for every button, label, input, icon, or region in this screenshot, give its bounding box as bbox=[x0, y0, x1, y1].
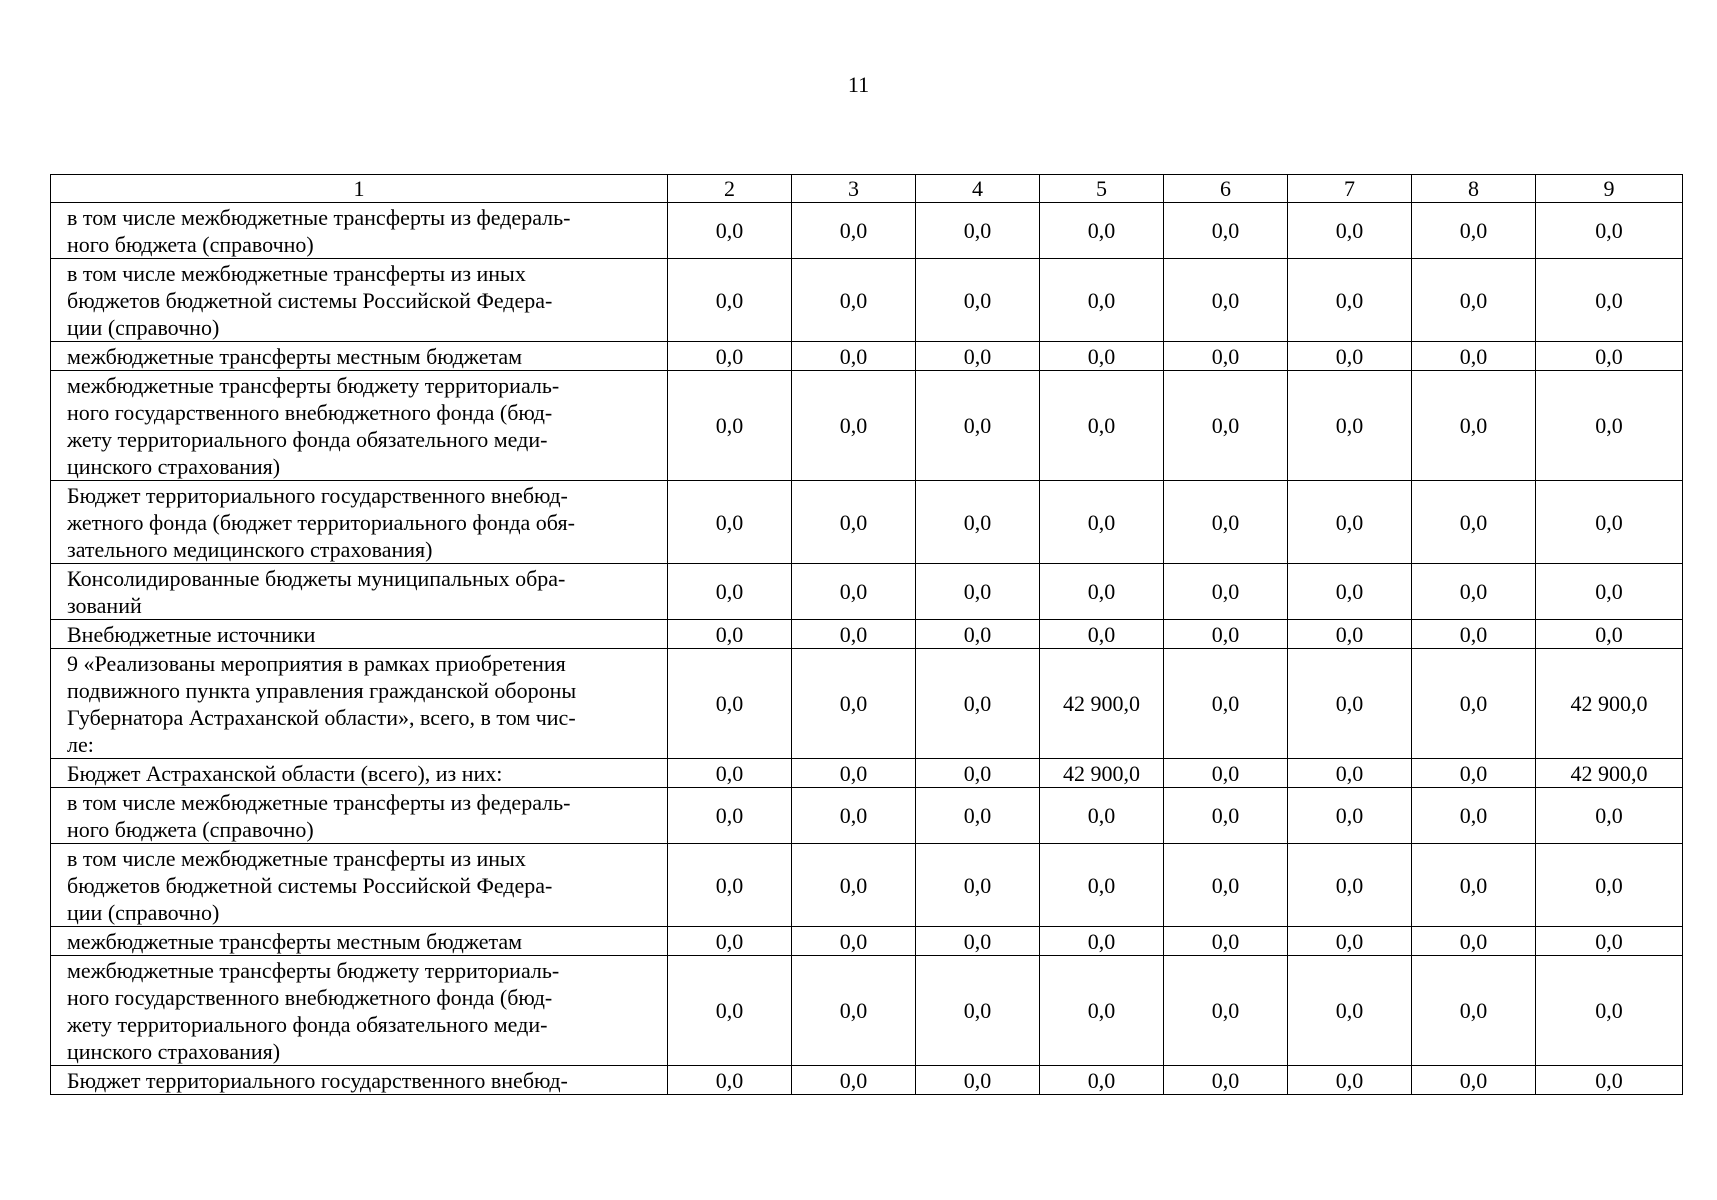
value-cell: 0,0 bbox=[792, 1066, 916, 1095]
value-cell: 0,0 bbox=[916, 564, 1040, 620]
value-cell: 0,0 bbox=[1412, 342, 1536, 371]
table-header-row bbox=[51, 175, 1683, 203]
value-cell: 0,0 bbox=[1040, 927, 1164, 956]
value-cell: 0,0 bbox=[668, 564, 792, 620]
value-cell: 42 900,0 bbox=[1536, 759, 1683, 788]
value-cell: 0,0 bbox=[1288, 259, 1412, 342]
row-label-cell bbox=[51, 371, 668, 481]
value-cell: 0,0 bbox=[792, 342, 916, 371]
row-label: Бюджет Астраханской области (всего), из них: bbox=[67, 761, 503, 786]
value-cell: 0,0 bbox=[668, 649, 792, 759]
value-cell: 42 900,0 bbox=[1040, 759, 1164, 788]
row-label-cell bbox=[51, 649, 668, 759]
value-cell: 0,0 bbox=[1040, 259, 1164, 342]
value-cell: 0,0 bbox=[792, 788, 916, 844]
value-cell: 0,0 bbox=[1412, 788, 1536, 844]
value-cell: 0,0 bbox=[1536, 1066, 1683, 1095]
value-cell: 0,0 bbox=[916, 759, 1040, 788]
value-cell: 0,0 bbox=[1288, 203, 1412, 259]
table-body bbox=[51, 203, 1683, 1095]
value-cell: 0,0 bbox=[1288, 649, 1412, 759]
value-cell: 0,0 bbox=[668, 259, 792, 342]
value-cell: 0,0 bbox=[1040, 371, 1164, 481]
value-cell: 0,0 bbox=[916, 649, 1040, 759]
value-cell: 0,0 bbox=[1164, 620, 1288, 649]
value-cell: 0,0 bbox=[1412, 203, 1536, 259]
value-cell: 0,0 bbox=[1412, 620, 1536, 649]
value-cell: 0,0 bbox=[1288, 927, 1412, 956]
value-cell: 0,0 bbox=[916, 342, 1040, 371]
value-cell: 0,0 bbox=[1040, 203, 1164, 259]
table-row bbox=[51, 371, 1683, 481]
row-label-cell bbox=[51, 956, 668, 1066]
value-cell: 0,0 bbox=[668, 788, 792, 844]
column-header-4: 4 bbox=[916, 175, 1040, 203]
value-cell: 0,0 bbox=[916, 956, 1040, 1066]
row-label: Бюджет территориального государственного внебюд- bbox=[67, 1068, 568, 1093]
value-cell: 0,0 bbox=[1412, 649, 1536, 759]
value-cell: 0,0 bbox=[1536, 481, 1683, 564]
column-header-7: 7 bbox=[1288, 175, 1412, 203]
value-cell: 0,0 bbox=[1164, 844, 1288, 927]
value-cell: 0,0 bbox=[1536, 259, 1683, 342]
value-cell: 0,0 bbox=[1412, 844, 1536, 927]
table-row bbox=[51, 927, 1683, 956]
value-cell: 0,0 bbox=[1288, 342, 1412, 371]
value-cell: 0,0 bbox=[916, 927, 1040, 956]
value-cell: 0,0 bbox=[668, 342, 792, 371]
value-cell: 0,0 bbox=[1412, 481, 1536, 564]
value-cell: 0,0 bbox=[668, 481, 792, 564]
value-cell: 0,0 bbox=[1164, 371, 1288, 481]
value-cell: 0,0 bbox=[1164, 564, 1288, 620]
value-cell: 0,0 bbox=[792, 759, 916, 788]
value-cell: 0,0 bbox=[668, 927, 792, 956]
value-cell: 0,0 bbox=[1536, 788, 1683, 844]
table-row bbox=[51, 481, 1683, 564]
table-row bbox=[51, 649, 1683, 759]
value-cell: 0,0 bbox=[1412, 371, 1536, 481]
value-cell: 0,0 bbox=[1288, 788, 1412, 844]
value-cell: 0,0 bbox=[1164, 481, 1288, 564]
value-cell: 0,0 bbox=[1164, 956, 1288, 1066]
table-row bbox=[51, 759, 1683, 788]
row-label-cell bbox=[51, 259, 668, 342]
value-cell: 0,0 bbox=[668, 203, 792, 259]
value-cell: 0,0 bbox=[1288, 564, 1412, 620]
value-cell: 0,0 bbox=[668, 1066, 792, 1095]
value-cell: 0,0 bbox=[668, 956, 792, 1066]
value-cell: 0,0 bbox=[1536, 564, 1683, 620]
value-cell: 0,0 bbox=[792, 481, 916, 564]
row-label-cell bbox=[51, 620, 668, 649]
value-cell: 0,0 bbox=[1040, 1066, 1164, 1095]
table-row bbox=[51, 564, 1683, 620]
value-cell: 0,0 bbox=[916, 203, 1040, 259]
value-cell: 0,0 bbox=[1288, 1066, 1412, 1095]
row-label: межбюджетные трансферты местным бюджетам bbox=[67, 929, 523, 954]
value-cell: 0,0 bbox=[1164, 342, 1288, 371]
value-cell: 0,0 bbox=[1164, 259, 1288, 342]
table-row bbox=[51, 844, 1683, 927]
value-cell: 0,0 bbox=[792, 259, 916, 342]
value-cell: 0,0 bbox=[1536, 203, 1683, 259]
table-row bbox=[51, 956, 1683, 1066]
value-cell: 0,0 bbox=[792, 620, 916, 649]
value-cell: 0,0 bbox=[1040, 956, 1164, 1066]
value-cell: 0,0 bbox=[668, 371, 792, 481]
value-cell: 0,0 bbox=[1040, 342, 1164, 371]
row-label-cell bbox=[51, 1066, 668, 1095]
row-label: Консолидированные бюджеты муниципальных обра- зований bbox=[67, 566, 566, 618]
value-cell: 0,0 bbox=[916, 371, 1040, 481]
row-label: в том числе межбюджетные трансферты из федераль- ного бюджета (справочно) bbox=[67, 790, 571, 842]
value-cell: 0,0 bbox=[1412, 759, 1536, 788]
table-row bbox=[51, 259, 1683, 342]
value-cell: 0,0 bbox=[916, 844, 1040, 927]
row-label: 9 «Реализованы мероприятия в рамках приобретения подвижного пункта управления гражданской обороны Губернатора Астраханской области», всего, в том чис- ле: bbox=[67, 651, 577, 757]
value-cell: 0,0 bbox=[668, 759, 792, 788]
page-number: 11 bbox=[847, 72, 870, 97]
row-label-cell bbox=[51, 788, 668, 844]
budget-table bbox=[50, 174, 1683, 1095]
column-header-2: 2 bbox=[668, 175, 792, 203]
row-label: межбюджетные трансферты бюджету территориаль- ного государственного внебюджетного фонда (бюд- жету территориального фонда обязательного меди- цинского страхования) bbox=[67, 958, 560, 1064]
column-header-1: 1 bbox=[51, 175, 668, 203]
row-label: межбюджетные трансферты местным бюджетам bbox=[67, 344, 523, 369]
value-cell: 0,0 bbox=[792, 956, 916, 1066]
table-row bbox=[51, 203, 1683, 259]
value-cell: 0,0 bbox=[1536, 927, 1683, 956]
value-cell: 0,0 bbox=[792, 564, 916, 620]
value-cell: 0,0 bbox=[1164, 927, 1288, 956]
value-cell: 0,0 bbox=[1536, 956, 1683, 1066]
value-cell: 0,0 bbox=[668, 844, 792, 927]
value-cell: 42 900,0 bbox=[1536, 649, 1683, 759]
value-cell: 0,0 bbox=[1040, 620, 1164, 649]
row-label: Внебюджетные источники bbox=[67, 622, 316, 647]
value-cell: 0,0 bbox=[668, 620, 792, 649]
value-cell: 0,0 bbox=[1288, 620, 1412, 649]
value-cell: 0,0 bbox=[916, 481, 1040, 564]
column-header-3: 3 bbox=[792, 175, 916, 203]
value-cell: 0,0 bbox=[792, 371, 916, 481]
value-cell: 0,0 bbox=[792, 844, 916, 927]
value-cell: 0,0 bbox=[1040, 481, 1164, 564]
value-cell: 0,0 bbox=[916, 259, 1040, 342]
value-cell: 0,0 bbox=[1412, 956, 1536, 1066]
value-cell: 0,0 bbox=[792, 203, 916, 259]
value-cell: 0,0 bbox=[1536, 844, 1683, 927]
table-row bbox=[51, 342, 1683, 371]
row-label: Бюджет территориального государственного внебюд- жетного фонда (бюджет территориального фонда обя- зательного медицинского страхования) bbox=[67, 483, 575, 562]
table-row bbox=[51, 1066, 1683, 1095]
value-cell: 0,0 bbox=[1412, 927, 1536, 956]
column-header-6: 6 bbox=[1164, 175, 1288, 203]
value-cell: 0,0 bbox=[1164, 649, 1288, 759]
value-cell: 0,0 bbox=[916, 788, 1040, 844]
value-cell: 0,0 bbox=[1288, 956, 1412, 1066]
row-label: межбюджетные трансферты бюджету территориаль- ного государственного внебюджетного фонда (бюд- жету территориального фонда обязательного меди- цинского страхования) bbox=[67, 373, 560, 479]
table-row bbox=[51, 788, 1683, 844]
value-cell: 0,0 bbox=[916, 620, 1040, 649]
row-label-cell bbox=[51, 844, 668, 927]
column-header-5: 5 bbox=[1040, 175, 1164, 203]
table-row bbox=[51, 620, 1683, 649]
value-cell: 0,0 bbox=[1536, 620, 1683, 649]
value-cell: 0,0 bbox=[1288, 371, 1412, 481]
column-header-8: 8 bbox=[1412, 175, 1536, 203]
value-cell: 0,0 bbox=[1288, 844, 1412, 927]
value-cell: 0,0 bbox=[1536, 342, 1683, 371]
row-label: в том числе межбюджетные трансферты из иных бюджетов бюджетной системы Российской Федера- ции (справочно) bbox=[67, 846, 553, 925]
value-cell: 0,0 bbox=[1040, 788, 1164, 844]
value-cell: 42 900,0 bbox=[1040, 649, 1164, 759]
row-label-cell bbox=[51, 342, 668, 371]
row-label-cell bbox=[51, 759, 668, 788]
row-label-cell bbox=[51, 564, 668, 620]
value-cell: 0,0 bbox=[1288, 759, 1412, 788]
row-label-cell bbox=[51, 481, 668, 564]
value-cell: 0,0 bbox=[1164, 788, 1288, 844]
value-cell: 0,0 bbox=[1412, 564, 1536, 620]
value-cell: 0,0 bbox=[792, 927, 916, 956]
value-cell: 0,0 bbox=[1040, 844, 1164, 927]
value-cell: 0,0 bbox=[792, 649, 916, 759]
value-cell: 0,0 bbox=[1536, 371, 1683, 481]
value-cell: 0,0 bbox=[1164, 759, 1288, 788]
value-cell: 0,0 bbox=[1164, 203, 1288, 259]
value-cell: 0,0 bbox=[1040, 564, 1164, 620]
value-cell: 0,0 bbox=[916, 1066, 1040, 1095]
value-cell: 0,0 bbox=[1288, 481, 1412, 564]
value-cell: 0,0 bbox=[1412, 259, 1536, 342]
row-label: в том числе межбюджетные трансферты из иных бюджетов бюджетной системы Российской Федера- ции (справочно) bbox=[67, 261, 553, 340]
row-label: в том числе межбюджетные трансферты из федераль- ного бюджета (справочно) bbox=[67, 205, 571, 257]
value-cell: 0,0 bbox=[1412, 1066, 1536, 1095]
row-label-cell bbox=[51, 927, 668, 956]
column-header-9: 9 bbox=[1536, 175, 1683, 203]
value-cell: 0,0 bbox=[1164, 1066, 1288, 1095]
row-label-cell bbox=[51, 203, 668, 259]
